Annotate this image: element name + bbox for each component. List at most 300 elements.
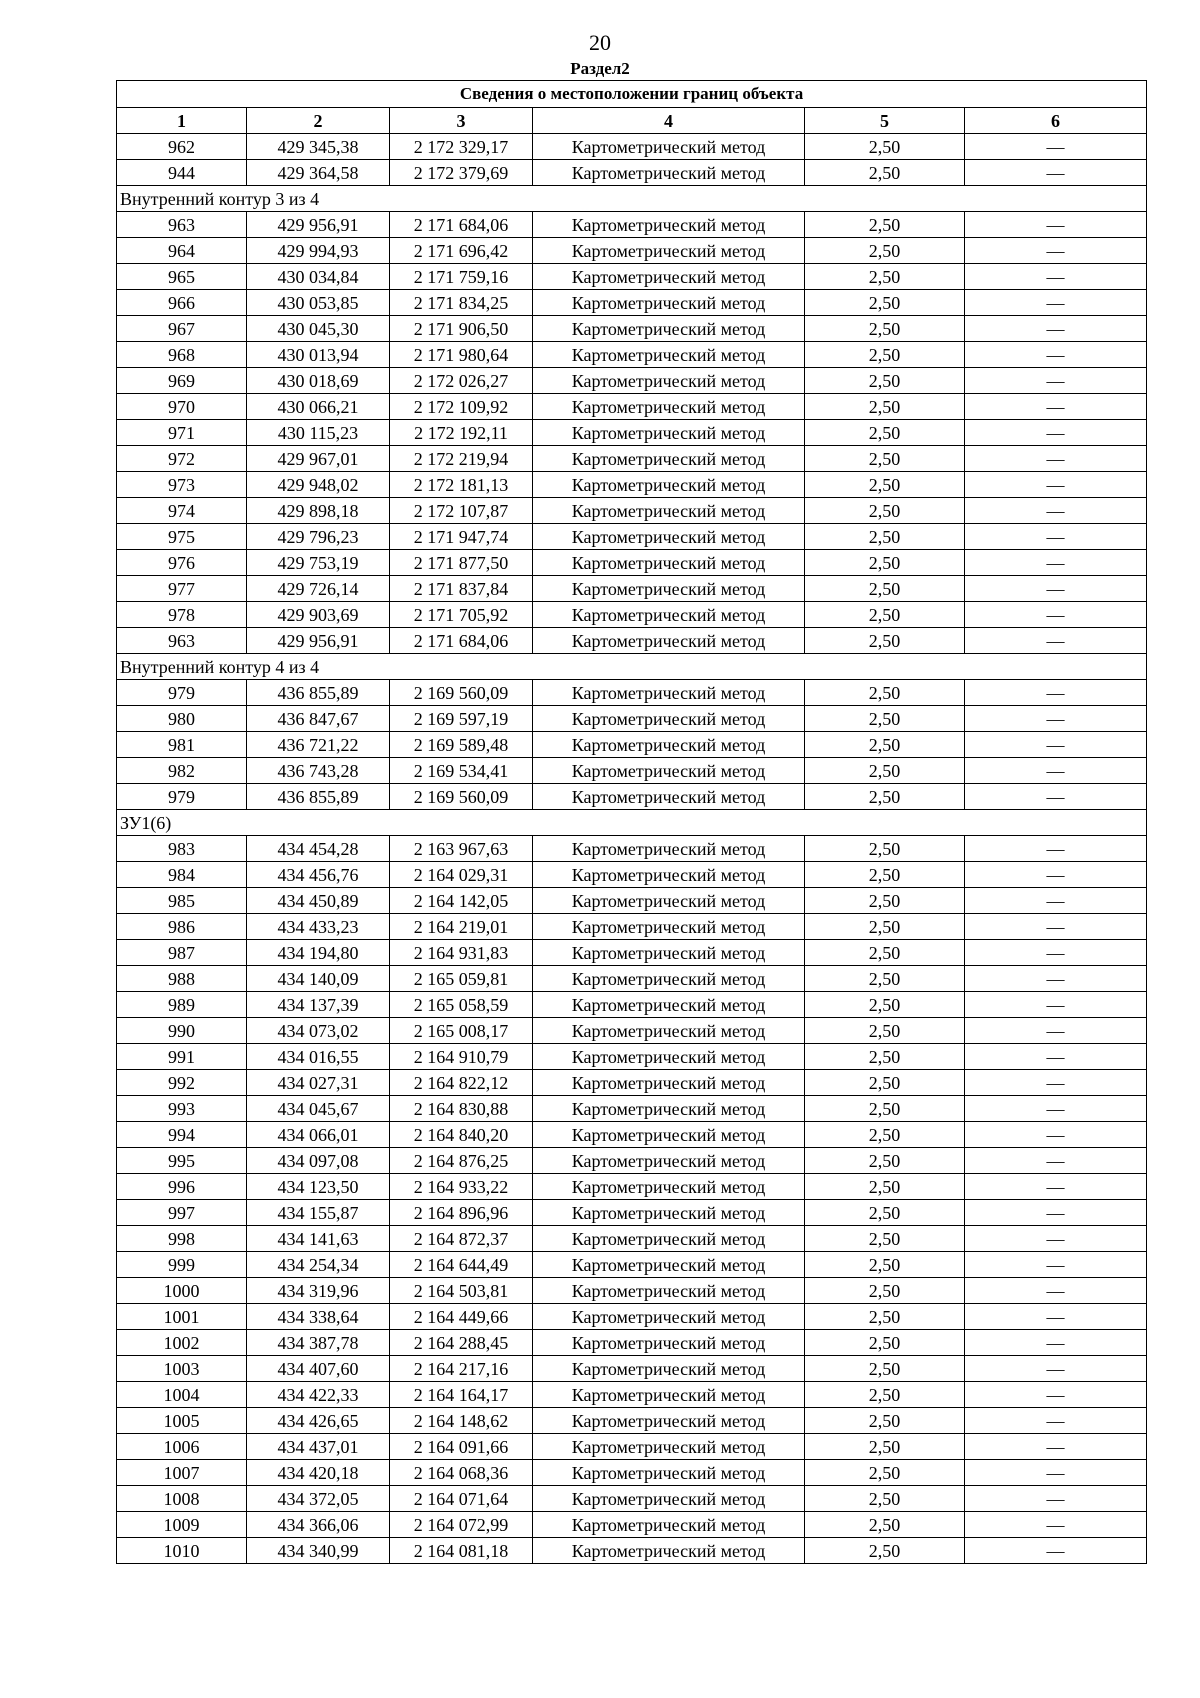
- method-cell: Картометрический метод: [533, 576, 805, 602]
- coordinate-x-cell: 430 045,30: [247, 316, 390, 342]
- accuracy-cell: 2,50: [805, 680, 965, 706]
- method-cell: Картометрический метод: [533, 992, 805, 1018]
- table-body: [117, 134, 1147, 1564]
- coordinate-y-cell: 2 171 834,25: [390, 290, 533, 316]
- point-number-cell: 986: [117, 914, 247, 940]
- table-row: [117, 940, 1147, 966]
- note-cell: —: [965, 1330, 1147, 1356]
- point-number-cell: 1009: [117, 1512, 247, 1538]
- coordinate-x-cell: 434 123,50: [247, 1174, 390, 1200]
- coordinate-x-cell: 429 726,14: [247, 576, 390, 602]
- note-cell: —: [965, 940, 1147, 966]
- coordinate-y-cell: 2 164 091,66: [390, 1434, 533, 1460]
- table-row: [117, 212, 1147, 238]
- table-title: Сведения о местоположении границ объекта: [117, 81, 1147, 108]
- method-cell: Картометрический метод: [533, 524, 805, 550]
- method-cell: Картометрический метод: [533, 1252, 805, 1278]
- coordinate-y-cell: 2 171 947,74: [390, 524, 533, 550]
- table-row: [117, 1382, 1147, 1408]
- coordinate-x-cell: 430 018,69: [247, 368, 390, 394]
- coordinate-y-cell: 2 171 980,64: [390, 342, 533, 368]
- contour-label: ЗУ1(6): [117, 810, 1147, 836]
- coordinate-y-cell: 2 164 449,66: [390, 1304, 533, 1330]
- note-cell: —: [965, 160, 1147, 186]
- method-cell: Картометрический метод: [533, 550, 805, 576]
- table-row: [117, 862, 1147, 888]
- method-cell: Картометрический метод: [533, 1408, 805, 1434]
- coordinate-x-cell: 434 097,08: [247, 1148, 390, 1174]
- table-row: [117, 550, 1147, 576]
- note-cell: —: [965, 1486, 1147, 1512]
- accuracy-cell: 2,50: [805, 420, 965, 446]
- point-number-cell: 966: [117, 290, 247, 316]
- method-cell: Картометрический метод: [533, 1148, 805, 1174]
- point-number-cell: 976: [117, 550, 247, 576]
- coordinate-y-cell: 2 164 876,25: [390, 1148, 533, 1174]
- table-row: [117, 342, 1147, 368]
- table-row: [117, 1018, 1147, 1044]
- column-header-row: [117, 108, 1147, 134]
- note-cell: —: [965, 680, 1147, 706]
- method-cell: Картометрический метод: [533, 1278, 805, 1304]
- coordinate-x-cell: 429 994,93: [247, 238, 390, 264]
- coordinate-y-cell: 2 172 107,87: [390, 498, 533, 524]
- coordinate-x-cell: 434 433,23: [247, 914, 390, 940]
- point-number-cell: 991: [117, 1044, 247, 1070]
- accuracy-cell: 2,50: [805, 1408, 965, 1434]
- table-row: [117, 472, 1147, 498]
- method-cell: Картометрический метод: [533, 1486, 805, 1512]
- note-cell: —: [965, 966, 1147, 992]
- accuracy-cell: 2,50: [805, 706, 965, 732]
- method-cell: Картометрический метод: [533, 1044, 805, 1070]
- coordinate-y-cell: 2 169 560,09: [390, 680, 533, 706]
- point-number-cell: 965: [117, 264, 247, 290]
- point-number-cell: 997: [117, 1200, 247, 1226]
- coordinate-x-cell: 429 753,19: [247, 550, 390, 576]
- accuracy-cell: 2,50: [805, 1044, 965, 1070]
- table-row: [117, 1252, 1147, 1278]
- accuracy-cell: 2,50: [805, 1252, 965, 1278]
- method-cell: Картометрический метод: [533, 836, 805, 862]
- note-cell: —: [965, 1408, 1147, 1434]
- note-cell: —: [965, 1044, 1147, 1070]
- table-row: [117, 1044, 1147, 1070]
- coordinate-y-cell: 2 164 029,31: [390, 862, 533, 888]
- boundary-coordinates-table: [116, 80, 1147, 1564]
- note-cell: —: [965, 758, 1147, 784]
- method-cell: Картометрический метод: [533, 732, 805, 758]
- table-row: [117, 420, 1147, 446]
- coordinate-x-cell: 429 948,02: [247, 472, 390, 498]
- accuracy-cell: 2,50: [805, 524, 965, 550]
- method-cell: Картометрический метод: [533, 394, 805, 420]
- table-row: [117, 238, 1147, 264]
- method-cell: Картометрический метод: [533, 680, 805, 706]
- table-row: [117, 498, 1147, 524]
- table-row: [117, 1434, 1147, 1460]
- column-header: 1: [117, 108, 247, 134]
- note-cell: —: [965, 628, 1147, 654]
- accuracy-cell: 2,50: [805, 1434, 965, 1460]
- note-cell: —: [965, 1278, 1147, 1304]
- note-cell: —: [965, 264, 1147, 290]
- coordinate-x-cell: 434 426,65: [247, 1408, 390, 1434]
- point-number-cell: 983: [117, 836, 247, 862]
- point-number-cell: 979: [117, 784, 247, 810]
- table-row: [117, 524, 1147, 550]
- accuracy-cell: 2,50: [805, 940, 965, 966]
- coordinate-x-cell: 434 254,34: [247, 1252, 390, 1278]
- point-number-cell: 982: [117, 758, 247, 784]
- coordinate-x-cell: 434 194,80: [247, 940, 390, 966]
- coordinate-y-cell: 2 172 329,17: [390, 134, 533, 160]
- coordinate-y-cell: 2 172 192,11: [390, 420, 533, 446]
- table-row: [117, 368, 1147, 394]
- note-cell: —: [965, 472, 1147, 498]
- method-cell: Картометрический метод: [533, 602, 805, 628]
- note-cell: —: [965, 1434, 1147, 1460]
- method-cell: Картометрический метод: [533, 1460, 805, 1486]
- method-cell: Картометрический метод: [533, 1200, 805, 1226]
- point-number-cell: 987: [117, 940, 247, 966]
- coordinate-x-cell: 430 115,23: [247, 420, 390, 446]
- accuracy-cell: 2,50: [805, 238, 965, 264]
- accuracy-cell: 2,50: [805, 160, 965, 186]
- method-cell: Картометрический метод: [533, 290, 805, 316]
- coordinate-x-cell: 434 338,64: [247, 1304, 390, 1330]
- coordinate-y-cell: 2 165 008,17: [390, 1018, 533, 1044]
- coordinate-x-cell: 430 034,84: [247, 264, 390, 290]
- coordinate-y-cell: 2 171 684,06: [390, 628, 533, 654]
- table-row: [117, 1460, 1147, 1486]
- accuracy-cell: 2,50: [805, 1304, 965, 1330]
- coordinate-y-cell: 2 165 059,81: [390, 966, 533, 992]
- note-cell: —: [965, 1122, 1147, 1148]
- coordinate-y-cell: 2 171 705,92: [390, 602, 533, 628]
- point-number-cell: 972: [117, 446, 247, 472]
- coordinate-y-cell: 2 164 830,88: [390, 1096, 533, 1122]
- coordinate-y-cell: 2 163 967,63: [390, 836, 533, 862]
- point-number-cell: 994: [117, 1122, 247, 1148]
- coordinate-y-cell: 2 172 379,69: [390, 160, 533, 186]
- coordinate-x-cell: 436 855,89: [247, 784, 390, 810]
- method-cell: Картометрический метод: [533, 1122, 805, 1148]
- accuracy-cell: 2,50: [805, 1278, 965, 1304]
- accuracy-cell: 2,50: [805, 966, 965, 992]
- accuracy-cell: 2,50: [805, 1096, 965, 1122]
- coordinate-x-cell: 430 053,85: [247, 290, 390, 316]
- coordinate-y-cell: 2 164 219,01: [390, 914, 533, 940]
- note-cell: —: [965, 1148, 1147, 1174]
- page-number: 20: [589, 30, 611, 55]
- method-cell: Картометрический метод: [533, 966, 805, 992]
- point-number-cell: 1008: [117, 1486, 247, 1512]
- table-row: [117, 1096, 1147, 1122]
- table-row: [117, 160, 1147, 186]
- coordinate-x-cell: 434 340,99: [247, 1538, 390, 1564]
- accuracy-cell: 2,50: [805, 1018, 965, 1044]
- method-cell: Картометрический метод: [533, 316, 805, 342]
- point-number-cell: 1003: [117, 1356, 247, 1382]
- point-number-cell: 1007: [117, 1460, 247, 1486]
- coordinate-x-cell: 436 743,28: [247, 758, 390, 784]
- point-number-cell: 963: [117, 628, 247, 654]
- accuracy-cell: 2,50: [805, 498, 965, 524]
- note-cell: —: [965, 446, 1147, 472]
- point-number-cell: 995: [117, 1148, 247, 1174]
- accuracy-cell: 2,50: [805, 1382, 965, 1408]
- method-cell: Картометрический метод: [533, 472, 805, 498]
- coordinate-x-cell: 434 366,06: [247, 1512, 390, 1538]
- note-cell: —: [965, 1096, 1147, 1122]
- note-cell: —: [965, 732, 1147, 758]
- accuracy-cell: 2,50: [805, 602, 965, 628]
- note-cell: —: [965, 1200, 1147, 1226]
- point-number-cell: 963: [117, 212, 247, 238]
- table-row: [117, 628, 1147, 654]
- coordinate-y-cell: 2 164 503,81: [390, 1278, 533, 1304]
- method-cell: Картометрический метод: [533, 498, 805, 524]
- table-row: [117, 1330, 1147, 1356]
- accuracy-cell: 2,50: [805, 862, 965, 888]
- table-row: [117, 1122, 1147, 1148]
- coordinate-x-cell: 434 045,67: [247, 1096, 390, 1122]
- coordinate-x-cell: 434 454,28: [247, 836, 390, 862]
- point-number-cell: 974: [117, 498, 247, 524]
- note-cell: —: [965, 1174, 1147, 1200]
- coordinate-x-cell: 434 016,55: [247, 1044, 390, 1070]
- coordinate-y-cell: 2 164 164,17: [390, 1382, 533, 1408]
- coordinate-y-cell: 2 164 068,36: [390, 1460, 533, 1486]
- coordinate-y-cell: 2 164 910,79: [390, 1044, 533, 1070]
- method-cell: Картометрический метод: [533, 1018, 805, 1044]
- table-row: [117, 264, 1147, 290]
- coordinate-x-cell: 434 387,78: [247, 1330, 390, 1356]
- table-row: [117, 316, 1147, 342]
- point-number-cell: 984: [117, 862, 247, 888]
- coordinate-x-cell: 429 903,69: [247, 602, 390, 628]
- method-cell: Картометрический метод: [533, 1538, 805, 1564]
- coordinate-x-cell: 434 066,01: [247, 1122, 390, 1148]
- note-cell: —: [965, 1226, 1147, 1252]
- note-cell: —: [965, 888, 1147, 914]
- table-row: [117, 1538, 1147, 1564]
- accuracy-cell: 2,50: [805, 836, 965, 862]
- coordinate-x-cell: 434 420,18: [247, 1460, 390, 1486]
- column-header: 4: [533, 108, 805, 134]
- table-row: [117, 1070, 1147, 1096]
- coordinate-y-cell: 2 164 217,16: [390, 1356, 533, 1382]
- table-row: [117, 1278, 1147, 1304]
- point-number-cell: 1005: [117, 1408, 247, 1434]
- note-cell: —: [965, 134, 1147, 160]
- table-row: [117, 1304, 1147, 1330]
- point-number-cell: 964: [117, 238, 247, 264]
- coordinate-y-cell: 2 171 906,50: [390, 316, 533, 342]
- accuracy-cell: 2,50: [805, 1538, 965, 1564]
- point-number-cell: 977: [117, 576, 247, 602]
- coordinate-y-cell: 2 171 759,16: [390, 264, 533, 290]
- accuracy-cell: 2,50: [805, 1460, 965, 1486]
- coordinate-y-cell: 2 169 589,48: [390, 732, 533, 758]
- point-number-cell: 996: [117, 1174, 247, 1200]
- accuracy-cell: 2,50: [805, 758, 965, 784]
- point-number-cell: 962: [117, 134, 247, 160]
- coordinate-y-cell: 2 164 896,96: [390, 1200, 533, 1226]
- coordinate-x-cell: 429 796,23: [247, 524, 390, 550]
- accuracy-cell: 2,50: [805, 1226, 965, 1252]
- note-cell: —: [965, 212, 1147, 238]
- coordinate-y-cell: 2 172 219,94: [390, 446, 533, 472]
- table-row: [117, 1408, 1147, 1434]
- coordinate-y-cell: 2 164 644,49: [390, 1252, 533, 1278]
- coordinate-x-cell: 429 956,91: [247, 212, 390, 238]
- accuracy-cell: 2,50: [805, 732, 965, 758]
- coordinate-y-cell: 2 164 081,18: [390, 1538, 533, 1564]
- accuracy-cell: 2,50: [805, 1122, 965, 1148]
- point-number-cell: 1002: [117, 1330, 247, 1356]
- point-number-cell: 993: [117, 1096, 247, 1122]
- coordinate-x-cell: 434 372,05: [247, 1486, 390, 1512]
- coordinate-x-cell: 430 066,21: [247, 394, 390, 420]
- note-cell: —: [965, 862, 1147, 888]
- coordinate-x-cell: 429 956,91: [247, 628, 390, 654]
- coordinate-y-cell: 2 172 181,13: [390, 472, 533, 498]
- note-cell: —: [965, 1460, 1147, 1486]
- coordinate-x-cell: 434 073,02: [247, 1018, 390, 1044]
- coordinate-x-cell: 429 364,58: [247, 160, 390, 186]
- point-number-cell: 985: [117, 888, 247, 914]
- table-row: [117, 1174, 1147, 1200]
- point-number-cell: 975: [117, 524, 247, 550]
- coordinate-x-cell: 434 141,63: [247, 1226, 390, 1252]
- coordinate-y-cell: 2 164 933,22: [390, 1174, 533, 1200]
- method-cell: Картометрический метод: [533, 420, 805, 446]
- table-row: [117, 966, 1147, 992]
- coordinate-y-cell: 2 164 822,12: [390, 1070, 533, 1096]
- accuracy-cell: 2,50: [805, 1330, 965, 1356]
- column-header: 6: [965, 108, 1147, 134]
- accuracy-cell: 2,50: [805, 264, 965, 290]
- method-cell: Картометрический метод: [533, 706, 805, 732]
- method-cell: Картометрический метод: [533, 1382, 805, 1408]
- table-row: [117, 134, 1147, 160]
- table-row: [117, 914, 1147, 940]
- coordinate-y-cell: 2 164 072,99: [390, 1512, 533, 1538]
- point-number-cell: 979: [117, 680, 247, 706]
- coordinate-x-cell: 436 855,89: [247, 680, 390, 706]
- table-row: [117, 732, 1147, 758]
- accuracy-cell: 2,50: [805, 1148, 965, 1174]
- table-row: [117, 836, 1147, 862]
- method-cell: Картометрический метод: [533, 862, 805, 888]
- table-row: [117, 394, 1147, 420]
- note-cell: —: [965, 524, 1147, 550]
- coordinate-x-cell: 434 155,87: [247, 1200, 390, 1226]
- coordinate-y-cell: 2 164 148,62: [390, 1408, 533, 1434]
- coordinate-x-cell: 429 345,38: [247, 134, 390, 160]
- coordinate-x-cell: 430 013,94: [247, 342, 390, 368]
- accuracy-cell: 2,50: [805, 576, 965, 602]
- note-cell: —: [965, 706, 1147, 732]
- coordinate-x-cell: 434 422,33: [247, 1382, 390, 1408]
- coordinate-x-cell: 434 319,96: [247, 1278, 390, 1304]
- point-number-cell: 944: [117, 160, 247, 186]
- method-cell: Картометрический метод: [533, 940, 805, 966]
- accuracy-cell: 2,50: [805, 446, 965, 472]
- note-cell: —: [965, 1512, 1147, 1538]
- coordinate-y-cell: 2 164 840,20: [390, 1122, 533, 1148]
- table-row: [117, 602, 1147, 628]
- accuracy-cell: 2,50: [805, 888, 965, 914]
- method-cell: Картометрический метод: [533, 1330, 805, 1356]
- method-cell: Картометрический метод: [533, 784, 805, 810]
- note-cell: —: [965, 342, 1147, 368]
- contour-group-row: [117, 654, 1147, 680]
- method-cell: Картометрический метод: [533, 342, 805, 368]
- coordinate-x-cell: 434 137,39: [247, 992, 390, 1018]
- accuracy-cell: 2,50: [805, 550, 965, 576]
- table-row: [117, 446, 1147, 472]
- accuracy-cell: 2,50: [805, 342, 965, 368]
- point-number-cell: 973: [117, 472, 247, 498]
- method-cell: Картометрический метод: [533, 1512, 805, 1538]
- coordinate-x-cell: 434 407,60: [247, 1356, 390, 1382]
- method-cell: Картометрический метод: [533, 1174, 805, 1200]
- point-number-cell: 969: [117, 368, 247, 394]
- coordinate-y-cell: 2 172 026,27: [390, 368, 533, 394]
- coordinate-x-cell: 429 967,01: [247, 446, 390, 472]
- coordinate-x-cell: 434 456,76: [247, 862, 390, 888]
- note-cell: —: [965, 1304, 1147, 1330]
- method-cell: Картометрический метод: [533, 1356, 805, 1382]
- method-cell: Картометрический метод: [533, 1434, 805, 1460]
- note-cell: —: [965, 784, 1147, 810]
- accuracy-cell: 2,50: [805, 1356, 965, 1382]
- method-cell: Картометрический метод: [533, 888, 805, 914]
- method-cell: Картометрический метод: [533, 160, 805, 186]
- method-cell: Картометрический метод: [533, 212, 805, 238]
- coordinate-y-cell: 2 164 288,45: [390, 1330, 533, 1356]
- note-cell: —: [965, 316, 1147, 342]
- point-number-cell: 998: [117, 1226, 247, 1252]
- method-cell: Картометрический метод: [533, 368, 805, 394]
- contour-group-row: [117, 186, 1147, 212]
- point-number-cell: 1001: [117, 1304, 247, 1330]
- accuracy-cell: 2,50: [805, 1486, 965, 1512]
- method-cell: Картометрический метод: [533, 264, 805, 290]
- method-cell: Картометрический метод: [533, 1226, 805, 1252]
- note-cell: —: [965, 576, 1147, 602]
- coordinate-y-cell: 2 165 058,59: [390, 992, 533, 1018]
- table-row: [117, 680, 1147, 706]
- point-number-cell: 970: [117, 394, 247, 420]
- note-cell: —: [965, 1070, 1147, 1096]
- coordinate-x-cell: 434 027,31: [247, 1070, 390, 1096]
- point-number-cell: 968: [117, 342, 247, 368]
- note-cell: —: [965, 836, 1147, 862]
- coordinate-y-cell: 2 171 877,50: [390, 550, 533, 576]
- point-number-cell: 971: [117, 420, 247, 446]
- point-number-cell: 999: [117, 1252, 247, 1278]
- table-row: [117, 1356, 1147, 1382]
- point-number-cell: 981: [117, 732, 247, 758]
- method-cell: Картометрический метод: [533, 446, 805, 472]
- accuracy-cell: 2,50: [805, 290, 965, 316]
- coordinate-x-cell: 436 847,67: [247, 706, 390, 732]
- note-cell: —: [965, 1018, 1147, 1044]
